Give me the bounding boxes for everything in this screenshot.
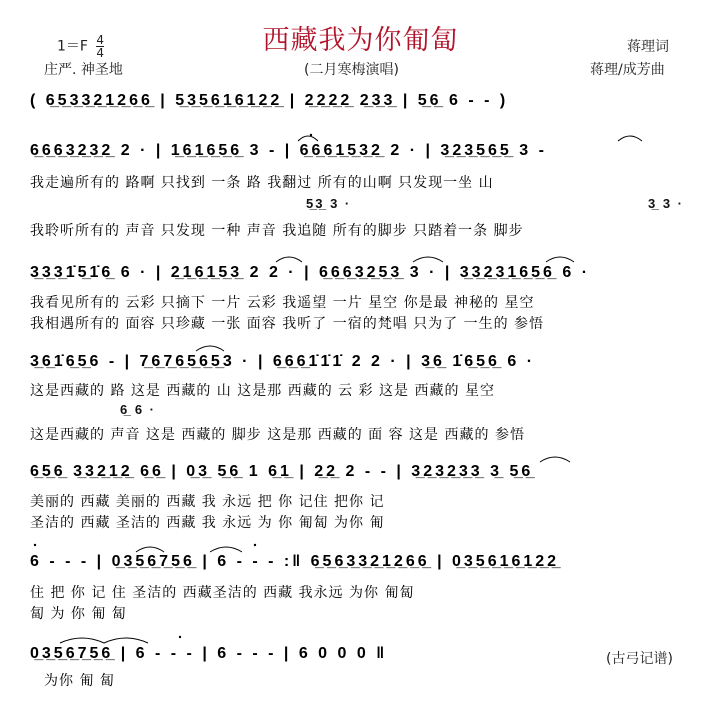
system1-lyric-verse2: 我聆听所有的 声音 只发现 一种 声音 我追随 所有的脚步 只踏着一条 脚步 [30, 223, 524, 239]
system2-lyric-verse1: 我看见所有的 云彩 只摘下 一片 云彩 我遥望 一片 星空 你是最 神秘的 星空 [30, 295, 535, 311]
system2-notes: 3̲3̲3̲1̇5̲1̇6̲ 6 · | 2̲1̲6̲1̲5̲3̲ 2 2 · | 6̲6̲6̲3̲2̲5̲3̲ 3 · | 3̲3̲2̲3̲1̲6̲5̲6̲ 6 · [30, 264, 591, 281]
system1-alt-notes-a: 5̲3̲ 3 · [306, 196, 352, 211]
song-title: 西藏我为你匍匐 [262, 25, 459, 56]
system3-notes: 3̲6̲1̇6̲5̲6 - | 7̲6̲7̲6̲5̲6̲5̲3 · | 6̲6̲6̲1̇1̇1̇ 2 2 · | 3̲6̲ 1̇6̲5̲6̲ 6 · [30, 353, 536, 370]
system3-lyric-verse1: 这是西藏的 路 这是 西藏的 山 这是那 西藏的 云 彩 这是 西藏的 星空 [30, 383, 495, 399]
system1-lyric-verse1: 我走遍所有的 路啊 只找到 一条 路 我翻过 所有的山啊 只发现一坐 山 [30, 175, 494, 191]
transcriber-credit: (古弓记谱) [606, 651, 673, 667]
score-intro: ( 6̲5̲3̲3̲2̲1̲2̲6̲6̲ | 5̲3̲5̲6̲1̲6̲1̲2̲2̲ | 2̲2̲2̲2̲ 2̲3̲3̲ | 5̲6̲ 6 - - ) [30, 92, 509, 109]
tempo-mood: 庄严. 神圣地 [44, 62, 123, 78]
system1-notes: 6̲6̲6̲3̲2̲3̲2̲ 2 · | 1̲6̲1̲6̲5̲6̲ 3 - | 6̲6̲6̲1̲5̲3̲2̲ 2 · | 3̲2̲3̲5̲6̲5̲ 3 - [30, 142, 547, 159]
system4-lyric-verse2: 圣洁的 西藏 圣洁的 西藏 我 永远 为 你 匍匐 为你 匍 [30, 515, 385, 531]
time-top: 4 [96, 33, 105, 47]
system5-notes: 6 - - - | 0̲3̲5̲6̲7̲5̲6̲ | 6 - - - :‖ 6̲5̲6̲3̲3̲2̲1̲2̲6̲6̲ | 0̲3̲5̲6̲1̲6̲1̲2̲2̲ [30, 553, 560, 570]
system3-lyric-verse2: 这是西藏的 声音 这是 西藏的 脚步 这是那 西藏的 面 容 这是 西藏的 参悟 [30, 427, 525, 443]
singer-credit: (二月寒梅演唱) [304, 62, 399, 78]
system6-notes: 0̲3̲5̲6̲7̲5̲6̲ | 6 - - - | 6 - - - | 6 0 0 0 ‖ [30, 645, 388, 662]
system1-alt-notes-b: 3̲ 3 · [648, 196, 685, 211]
system6-lyric: 为你 匍 匐 [44, 673, 115, 689]
system4-notes: 6̲5̲6̲ 3̲3̲2̲1̲2̲ 6̲6̲ | 0̲3̲ 5̲6̲ 1 6̲1̲ | 2̲2̲ 2 - - | 3̲2̲3̲2̲3̲3̲ 3̲ 5̲6̲ [30, 463, 534, 480]
lyricist-credit: 蒋理词 [627, 39, 669, 55]
system4-lyric-verse1: 美丽的 西藏 美丽的 西藏 我 永远 把 你 记住 把你 记 [30, 494, 385, 510]
system2-lyric-verse2: 我相遇所有的 面容 只珍藏 一张 面容 我听了 一宿的梵唱 只为了 一生的 参悟 [30, 316, 545, 332]
system5-lyric-verse2: 匐 为 你 匍 匐 [30, 606, 127, 622]
key-label: 1＝F [57, 38, 88, 55]
composer-credit: 蒋理/成芳曲 [590, 62, 665, 78]
system5-lyric-verse1: 住 把 你 记 住 圣洁的 西藏圣洁的 西藏 我永远 为你 匍匐 [30, 585, 415, 601]
time-bottom: 4 [96, 46, 105, 60]
system3-alt-notes: 6̲ 6 · [120, 402, 157, 417]
